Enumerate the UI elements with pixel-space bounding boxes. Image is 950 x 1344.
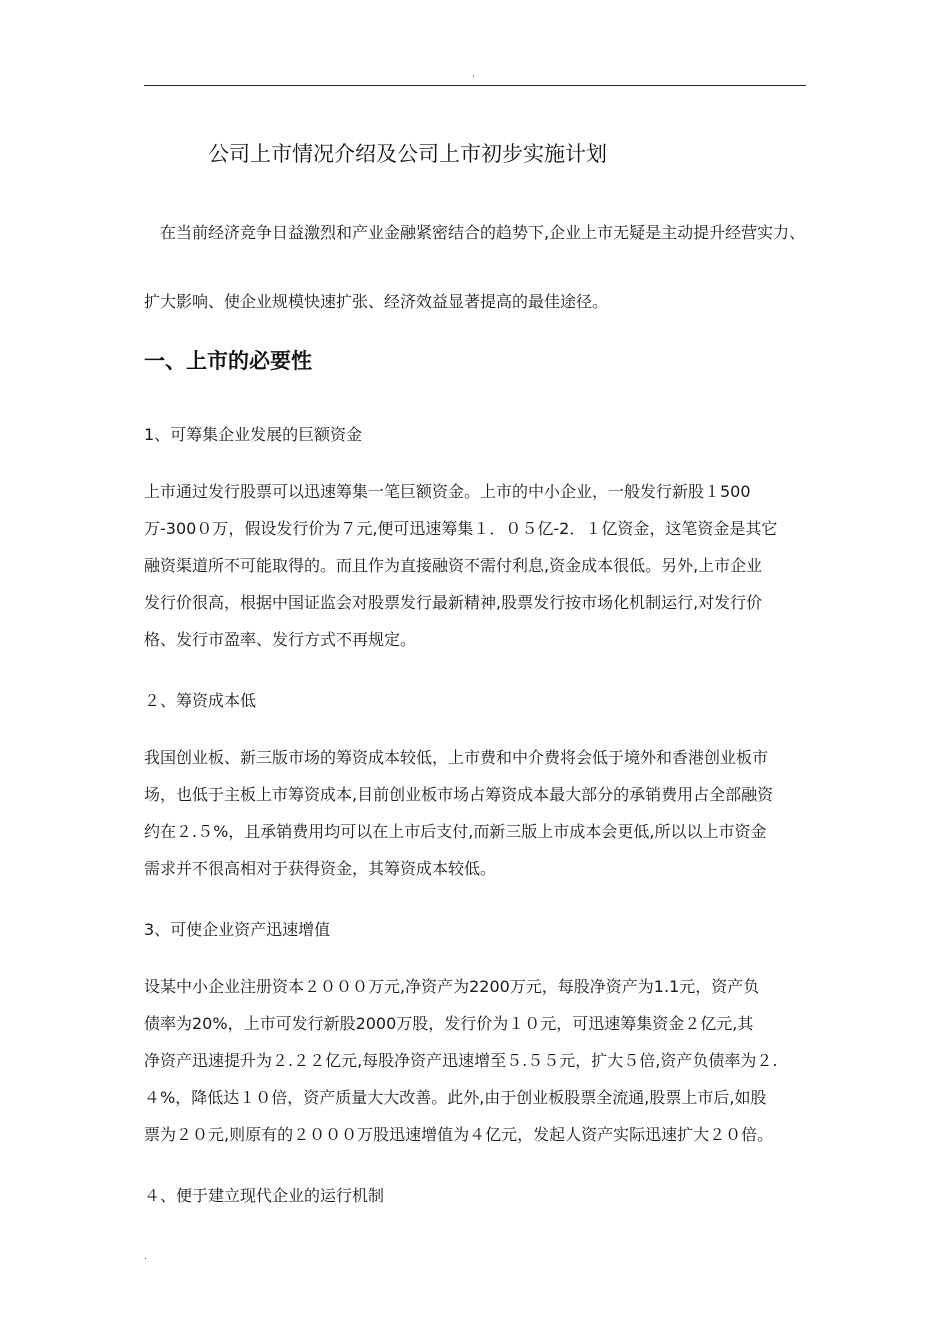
paragraph-line: 场，也低于主板上市筹资成本,目前创业板市场占筹资成本最大部分的承销费用占全部融资: [144, 785, 774, 804]
paragraph-line: 净资产迅速提升为２.２２亿元,每股净资产迅速增至５.５５元，扩大５倍,资产负债率为２.: [144, 1051, 778, 1070]
paragraph-2: [144, 739, 806, 887]
paragraph-line: 设某中小企业注册资本２０００万元,净资产为2200万元，每股净资产为1.1元，资产负: [144, 977, 760, 996]
footer-mark: .: [144, 1252, 147, 1262]
section-heading: 一、上市的必要性: [144, 349, 312, 373]
paragraph-line: 需求并不很高相对于获得资金，其筹资成本较低。: [144, 859, 497, 878]
paragraph-line: ４%，降低达１０倍，资产质量大大改善。此外,由于创业板股票全流通,股票上市后,如股: [144, 1088, 767, 1107]
document-title: 公司上市情况介绍及公司上市初步实施计划: [208, 142, 607, 166]
paragraph-line: 发行价很高，根据中国证监会对股票发行最新精神,股票发行按市场化机制运行,对发行价: [144, 593, 763, 612]
paragraph-line: 约在２.５%，且承销费用均可以在上市后支付,而新三版上市成本会更低,所以以上市资金: [144, 822, 767, 841]
paragraph-line: 票为２０元,则原有的２０００万股迅速增值为４亿元，发起人资产实际迅速扩大２０倍。: [144, 1125, 774, 1144]
subheading-4: ４、便于建立现代企业的运行机制: [144, 1186, 385, 1205]
paragraph-line: 上市通过发行股票可以迅速筹集一笔巨额资金。上市的中小企业，一般发行新股１500: [144, 482, 751, 501]
header-rule: [144, 85, 806, 86]
paragraph-3: [144, 968, 806, 1153]
subheading-3: 3、可使企业资产迅速增值: [144, 920, 331, 939]
paragraph-line: 格、发行市盈率、发行方式不再规定。: [144, 630, 417, 649]
paragraph-line: 我国创业板、新三版市场的筹资成本较低，上市费和中介费将会低于境外和香港创业板市: [144, 748, 769, 767]
paragraph-line: 万-300０万，假设发行价为７元,便可迅速筹集１．０５亿-2．１亿资金，这笔资金是其它: [144, 519, 778, 538]
subheading-2: ２、筹资成本低: [144, 691, 257, 710]
header-mark: .: [472, 70, 475, 80]
subheading-1: 1、可筹集企业发展的巨额资金: [144, 425, 363, 444]
paragraph-line: 债率为20%，上市可发行新股2000万股，发行价为１０元，可迅速筹集资金２亿元,其: [144, 1014, 754, 1033]
intro-paragraph: 在当前经济竞争日益激烈和产业金融紧密结合的趋势下,企业上市无疑是主动提升经营实力、扩大影响、使企业规模快速扩张、经济效益显著提高的最佳途径。: [144, 223, 806, 311]
paragraph-1: [144, 473, 806, 658]
paragraph-line: 融资渠道所不可能取得的。而且作为直接融资不需付利息,资金成本很低。另外,上市企业: [144, 556, 763, 575]
